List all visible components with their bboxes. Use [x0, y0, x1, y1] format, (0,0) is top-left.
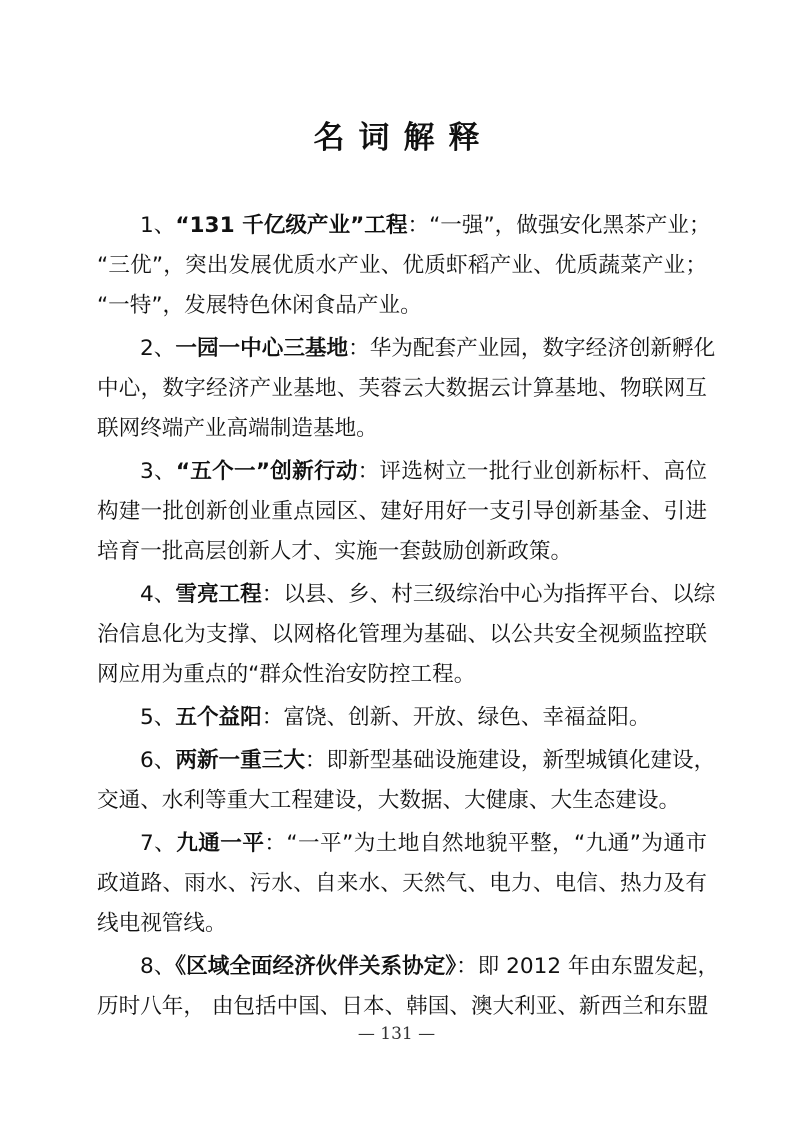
item-term: 两新一重三大: [175, 748, 305, 773]
item-number: 5、: [140, 705, 176, 730]
item-number: 7、: [140, 831, 177, 856]
item-definition: ：华为配套产业园，数字经济创新孵化: [348, 336, 716, 361]
item-definition: ：评选树立一批行业创新标杆、高位: [357, 459, 707, 484]
item-definition: ：以县、乡、村三级综治中心为指挥平台、以综: [261, 582, 716, 607]
item-definition: ：“一强”，做强安化黑茶产业；: [407, 213, 711, 238]
text-line: 治信息化为支撑、以网格化管理为基础、以公共安全视频监控联: [97, 622, 707, 647]
item-number: 1、: [140, 213, 176, 238]
text-line: [97, 575, 716, 615]
glossary-body: [97, 206, 720, 1030]
text-line: [97, 329, 716, 369]
glossary-item: [97, 206, 711, 326]
item-term: 《区域全面经济伙伴关系协定》: [175, 954, 457, 979]
item-term: “五个一”创新行动: [175, 459, 358, 484]
item-definition: ：即新型基础设施建设，新型城镇化建设，: [304, 748, 716, 773]
text-line: [97, 698, 707, 738]
glossary-item: [97, 947, 720, 1027]
text-line: 历时八年， 由包括中国、日本、韩国、澳大利亚、新西兰和东盟: [97, 994, 709, 1019]
item-number: 2、: [140, 336, 176, 361]
glossary-item: [97, 329, 716, 449]
item-number: 6、: [140, 748, 176, 773]
item-number: 8、: [140, 954, 176, 979]
text-line: 交通、水利等重大工程建设，大数据、大健康、大生态建设。: [97, 788, 681, 813]
text-line: “一特”，发展特色休闲食品产业。: [97, 293, 422, 318]
page-number: — 131 —: [357, 1024, 436, 1044]
text-line: 联网终端产业高端制造基地。: [97, 416, 378, 441]
text-line: “三优”，突出发展优质水产业、优质虾稻产业、优质蔬菜产业；: [97, 253, 707, 278]
page-title: 名词解释: [313, 120, 494, 156]
glossary-item: [97, 824, 707, 944]
text-line: [97, 741, 716, 781]
item-number: 3、: [140, 459, 176, 484]
glossary-item: [97, 741, 716, 821]
glossary-item: [97, 452, 707, 572]
text-line: 线电视管线。: [97, 911, 227, 936]
item-number: 4、: [140, 582, 176, 607]
item-term: 五个益阳: [175, 705, 262, 730]
text-line: 中心，数字经济产业基地、芙蓉云大数据云计算基地、物联网互: [97, 376, 707, 401]
item-term: 九通一平: [176, 831, 265, 856]
item-definition: ：即 2012 年由东盟发起，: [456, 954, 720, 979]
item-definition: ：富饶、创新、开放、绿色、幸福益阳。: [261, 705, 651, 730]
text-line: [97, 206, 711, 246]
item-term: 雪亮工程: [175, 582, 262, 607]
item-term: 一园一中心三基地: [175, 336, 349, 361]
text-line: 网应用为重点的“群众性治安防控工程。: [97, 662, 476, 687]
text-line: [97, 824, 707, 864]
text-line: 政道路、雨水、污水、自来水、天然气、电力、电信、热力及有: [97, 871, 707, 896]
glossary-item: [97, 698, 707, 738]
text-line: [97, 452, 707, 492]
item-definition: ：“一平”为土地自然地貌平整，“九通”为通市: [264, 831, 707, 856]
text-line: 培育一批高层创新人才、实施一套鼓励创新政策。: [97, 539, 573, 564]
text-line: [97, 947, 720, 987]
text-line: 构建一批创新创业重点园区、建好用好一支引导创新基金、引进: [97, 499, 707, 524]
glossary-item: [97, 575, 716, 695]
item-term: “131 千亿级产业”工程: [175, 213, 408, 238]
